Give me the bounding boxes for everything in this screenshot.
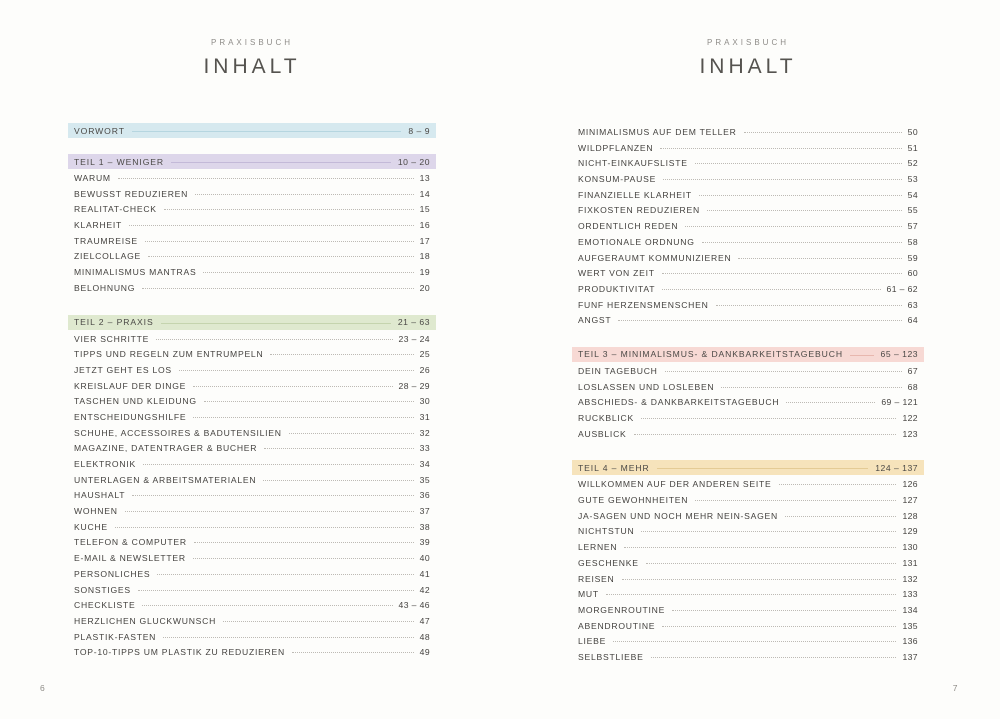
list-item[interactable] [572, 411, 924, 427]
entry-page: 129 [902, 526, 918, 537]
folio-right: 7 [952, 683, 958, 693]
entry-page: 123 [902, 428, 918, 439]
leader-dots [618, 319, 901, 321]
list-item[interactable] [68, 410, 436, 426]
leader-dots [662, 272, 902, 274]
entry-page: 49 [419, 647, 430, 658]
section-teil1 [68, 154, 436, 297]
section-header-teil1[interactable] [68, 154, 436, 169]
entry-page: 26 [419, 364, 430, 375]
entry-title: GUTE GEWOHNHEITEN [578, 495, 689, 506]
entry-page: 16 [419, 220, 430, 231]
list-item[interactable] [68, 394, 436, 410]
leader-dots [163, 636, 414, 638]
section-title: TEIL 2 – PRAXIS [74, 317, 154, 327]
entry-title: ABSCHIEDS- & DANKBARKEITSTAGEBUCH [578, 397, 780, 408]
section-title: VORWORT [74, 125, 125, 136]
entry-page: 122 [902, 413, 918, 423]
entry-page: 68 [907, 381, 918, 392]
page-title: INHALT [699, 55, 797, 78]
list-item[interactable] [68, 457, 436, 473]
list-item[interactable] [68, 535, 436, 551]
entry-page: 31 [419, 411, 430, 422]
leader-dots [716, 304, 902, 306]
entry-page: 67 [907, 365, 918, 376]
entry-page: 14 [419, 188, 430, 199]
leader-dots [660, 147, 901, 149]
entry-title: TRAUMREISE [74, 235, 138, 246]
leader-dots [613, 640, 896, 642]
list-item[interactable] [68, 363, 436, 379]
entry-title: VIER SCHRITTE [74, 333, 150, 344]
entry-page: 39 [419, 537, 430, 548]
entry-list-teil2 [68, 332, 436, 661]
list-item[interactable] [572, 364, 924, 380]
leader-dots [156, 338, 392, 340]
list-item[interactable] [572, 266, 924, 282]
entry-title: SONSTIGES [74, 584, 131, 595]
list-item[interactable] [68, 202, 436, 218]
list-item[interactable] [68, 218, 436, 234]
leader-dots [263, 479, 413, 481]
entry-title: EMOTIONALE ORDNUNG [578, 236, 695, 247]
leader-dots [194, 541, 414, 543]
list-item[interactable] [68, 583, 436, 599]
leader-dots [695, 499, 896, 501]
list-item[interactable] [572, 395, 924, 411]
section-header-teil3[interactable] [572, 347, 924, 362]
entry-title: WOHNEN [74, 506, 118, 517]
leader-dots [179, 369, 414, 371]
left-masthead [68, 0, 436, 79]
leader-dots [721, 386, 901, 388]
entry-title: FINANZIELLE KLARHEIT [578, 189, 692, 200]
entry-title: KLARHEIT [74, 220, 123, 231]
leader-dots [142, 604, 392, 606]
entry-list-teil2-continued [572, 125, 924, 329]
entry-title: NICHTSTUN [578, 526, 635, 537]
list-item[interactable] [572, 572, 924, 588]
list-item[interactable] [68, 598, 436, 614]
entry-title: JA-SAGEN UND NOCH MEHR NEIN-SAGEN [578, 510, 778, 521]
entry-page: 134 [902, 604, 918, 615]
entry-page: 43 – 46 [398, 600, 430, 611]
entry-title: MAGAZINE, DATENTRAGER & BUCHER [74, 443, 258, 454]
entry-page: 20 [419, 282, 430, 293]
entry-page: 40 [419, 553, 430, 564]
list-item[interactable] [68, 520, 436, 536]
entry-title: ABENDROUTINE [578, 620, 656, 631]
entry-page: 59 [907, 252, 918, 263]
leader-line [657, 468, 869, 469]
entry-page: 132 [902, 573, 918, 584]
list-item[interactable] [572, 587, 924, 603]
leader-line [132, 131, 402, 132]
entry-page: 133 [902, 589, 918, 600]
entry-title: MINIMALISMUS AUF DEM TELLER [578, 127, 737, 137]
list-item[interactable] [572, 172, 924, 188]
entry-page: 38 [419, 521, 430, 532]
list-item[interactable] [68, 347, 436, 363]
entry-page: 57 [907, 221, 918, 232]
list-item[interactable] [68, 645, 436, 661]
list-item[interactable] [68, 171, 436, 187]
leader-dots [292, 651, 414, 653]
leader-dots [786, 401, 875, 403]
list-item[interactable] [572, 493, 924, 509]
entry-title: ORDENTLICH REDEN [578, 221, 679, 232]
entry-title: MUT [578, 589, 599, 600]
leader-dots [270, 353, 413, 355]
list-item[interactable] [572, 313, 924, 329]
leader-dots [145, 240, 414, 242]
section-teil2 [68, 315, 436, 661]
entry-page: 126 [902, 479, 918, 490]
leader-dots [662, 625, 896, 627]
entry-page: 35 [419, 474, 430, 485]
entry-page: 54 [907, 189, 918, 200]
masthead-kicker: PRAXISBUCH [706, 38, 789, 47]
list-item[interactable] [572, 380, 924, 396]
leader-dots [685, 225, 901, 227]
entry-title: LERNEN [578, 542, 618, 553]
leader-dots [195, 193, 414, 195]
entry-title: ELEKTRONIK [74, 459, 136, 469]
right-page [500, 0, 1000, 719]
leader-line [171, 162, 391, 163]
leader-dots [672, 609, 896, 611]
list-item[interactable] [572, 125, 924, 141]
entry-title: KREISLAUF DER DINGE [74, 380, 187, 391]
entry-page: 32 [419, 427, 430, 438]
entry-page: 135 [902, 620, 918, 631]
toc-right [572, 125, 924, 666]
entry-page: 55 [907, 205, 918, 216]
list-item[interactable] [68, 614, 436, 630]
entry-page: 18 [419, 251, 430, 262]
entry-title: TELEFON & COMPUTER [74, 537, 187, 548]
list-item[interactable] [68, 504, 436, 520]
entry-title: PRODUKTIVITAT [578, 283, 656, 294]
leader-dots [193, 416, 413, 418]
list-item[interactable] [68, 567, 436, 583]
entry-title: WILLKOMMEN AUF DER ANDEREN SEITE [578, 479, 772, 490]
list-item[interactable] [572, 477, 924, 493]
entry-page: 48 [419, 631, 430, 642]
section-page-range: 8 – 9 [408, 125, 430, 136]
leader-dots [289, 432, 414, 434]
list-item[interactable] [68, 379, 436, 395]
entry-list-teil1 [68, 171, 436, 297]
entry-list-teil3 [572, 364, 924, 442]
entry-page: 50 [907, 127, 918, 137]
section-title: TEIL 4 – MEHR [578, 462, 650, 473]
section-page-range: 65 – 123 [880, 349, 918, 360]
leader-dots [606, 593, 897, 595]
leader-dots [738, 257, 901, 259]
section-vorwort [68, 123, 436, 138]
list-item[interactable] [572, 298, 924, 314]
entry-page: 136 [902, 636, 918, 647]
leader-dots [264, 447, 413, 449]
leader-dots [157, 573, 413, 575]
list-item[interactable] [572, 540, 924, 556]
leader-dots [129, 224, 414, 226]
entry-title: SELBSTLIEBE [578, 651, 644, 662]
section-header-teil4[interactable] [572, 460, 924, 475]
leader-dots [193, 557, 414, 559]
leader-dots [695, 162, 902, 164]
entry-page: 52 [907, 158, 918, 169]
masthead-kicker: PRAXISBUCH [210, 38, 293, 47]
entry-page: 17 [419, 235, 430, 246]
section-title: TEIL 3 – MINIMALISMUS- & DANKBARKEITSTAGEBUCH [578, 349, 843, 360]
entry-title: JETZT GEHT ES LOS [74, 364, 172, 375]
list-item[interactable] [68, 332, 436, 348]
list-item[interactable] [68, 426, 436, 442]
entry-title: BELOHNUNG [74, 282, 136, 293]
leader-dots [148, 255, 414, 257]
leader-dots [663, 178, 902, 180]
entry-title: ENTSCHEIDUNGSHILFE [74, 411, 187, 422]
leader-dots [223, 620, 414, 622]
entry-title: HERZLICHEN GLUCKWUNSCH [74, 615, 217, 626]
entry-title: AUSBLICK [578, 428, 627, 439]
entry-title: REISEN [578, 573, 615, 584]
entry-page: 34 [419, 459, 430, 469]
entry-title: CHECKLISTE [74, 600, 136, 611]
entry-title: TIPPS UND REGELN ZUM ENTRUMPELN [74, 349, 264, 360]
list-item[interactable] [572, 156, 924, 172]
entry-title: ZIELCOLLAGE [74, 251, 141, 262]
entry-list-teil4 [572, 477, 924, 665]
entry-title: PERSONLICHES [74, 568, 151, 579]
entry-title: PLASTIK-FASTEN [74, 631, 157, 642]
list-item[interactable] [68, 187, 436, 203]
leader-dots [132, 494, 413, 496]
list-item[interactable] [572, 524, 924, 540]
list-item[interactable] [572, 235, 924, 251]
list-item[interactable] [68, 265, 436, 281]
leader-line [850, 355, 874, 356]
entry-title: NICHT-EINKAUFSLISTE [578, 158, 688, 169]
leader-dots [143, 463, 414, 465]
list-item[interactable] [572, 427, 924, 443]
list-item[interactable] [572, 219, 924, 235]
entry-page: 64 [907, 315, 918, 326]
entry-title: HAUSHALT [74, 490, 126, 501]
list-item[interactable] [572, 509, 924, 525]
entry-page: 28 – 29 [398, 380, 430, 391]
leader-dots [785, 515, 896, 517]
list-item[interactable] [68, 488, 436, 504]
leader-dots [164, 208, 414, 210]
list-item[interactable] [572, 141, 924, 157]
list-item[interactable] [68, 551, 436, 567]
entry-page: 61 – 62 [886, 283, 918, 294]
leader-dots [641, 417, 897, 419]
leader-dots [646, 562, 897, 564]
entry-title: REALITAT-CHECK [74, 204, 157, 215]
entry-page: 47 [419, 615, 430, 626]
entry-title: RUCKBLICK [578, 413, 634, 423]
leader-dots [125, 510, 414, 512]
entry-page: 33 [419, 443, 430, 454]
list-item[interactable] [68, 234, 436, 250]
entry-title: FUNF HERZENSMENSCHEN [578, 299, 709, 310]
entry-page: 23 – 24 [398, 333, 430, 344]
leader-dots [651, 656, 897, 658]
list-item[interactable] [572, 619, 924, 635]
entry-page: 51 [907, 142, 918, 153]
section-teil3 [572, 347, 924, 442]
list-item[interactable] [572, 556, 924, 572]
list-item[interactable] [68, 441, 436, 457]
leader-dots [624, 546, 896, 548]
entry-title: KONSUM-PAUSE [578, 174, 657, 185]
entry-title: BEWUSST REDUZIEREN [74, 188, 189, 199]
entry-page: 60 [907, 268, 918, 279]
section-header-vorwort[interactable] [68, 123, 436, 138]
entry-title: MORGENROUTINE [578, 604, 666, 615]
entry-title: TOP-10-TIPPS UM PLASTIK ZU REDUZIEREN [74, 647, 285, 658]
page-title: INHALT [203, 55, 301, 78]
leader-dots [634, 433, 897, 435]
section-teil4 [572, 460, 924, 665]
list-item[interactable] [572, 188, 924, 204]
section-header-teil2[interactable] [68, 315, 436, 330]
entry-page: 130 [902, 542, 918, 553]
entry-page: 42 [419, 584, 430, 595]
folio-left: 6 [40, 683, 46, 693]
entry-page: 25 [419, 349, 430, 360]
entry-title: E-MAIL & NEWSLETTER [74, 553, 186, 564]
entry-title: LIEBE [578, 636, 607, 647]
leader-dots [707, 209, 902, 211]
entry-page: 13 [419, 173, 430, 183]
list-item[interactable] [68, 473, 436, 489]
section-teil2-continued [572, 125, 924, 329]
entry-title: MINIMALISMUS MANTRAS [74, 267, 197, 278]
leader-dots [744, 131, 902, 133]
leader-dots [204, 400, 414, 402]
leader-dots [203, 271, 413, 273]
entry-page: 137 [902, 651, 918, 662]
leader-dots [779, 483, 897, 485]
entry-title: ANGST [578, 315, 612, 326]
list-item[interactable] [68, 630, 436, 646]
entry-title: TASCHEN UND KLEIDUNG [74, 396, 197, 407]
leader-dots [665, 370, 902, 372]
entry-page: 63 [907, 299, 918, 310]
entry-page: 41 [419, 568, 430, 579]
entry-page: 53 [907, 174, 918, 185]
leader-dots [118, 177, 414, 179]
entry-title: UNTERLAGEN & ARBEITSMATERIALEN [74, 474, 257, 485]
entry-title: WARUM [74, 173, 111, 183]
list-item[interactable] [572, 603, 924, 619]
entry-page: 127 [902, 495, 918, 506]
entry-page: 128 [902, 510, 918, 521]
section-page-range: 124 – 137 [875, 462, 918, 473]
section-title: TEIL 1 – WENIGER [74, 156, 165, 167]
leader-dots [662, 288, 880, 290]
entry-page: 36 [419, 490, 430, 501]
toc-left [68, 123, 436, 661]
list-item[interactable] [572, 282, 924, 298]
leader-dots [142, 287, 413, 289]
entry-page: 58 [907, 236, 918, 247]
leader-dots [702, 241, 902, 243]
section-page-range: 10 – 20 [397, 156, 430, 167]
entry-page: 19 [419, 267, 430, 278]
entry-title: WILDPFLANZEN [578, 142, 654, 153]
entry-title: SCHUHE, ACCESSOIRES & BADUTENSILIEN [74, 427, 282, 438]
leader-dots [138, 589, 414, 591]
list-item[interactable] [572, 203, 924, 219]
right-masthead [572, 0, 924, 79]
list-item[interactable] [68, 249, 436, 265]
entry-page: 37 [419, 506, 430, 517]
entry-title: WERT VON ZEIT [578, 268, 655, 279]
leader-dots [115, 526, 414, 528]
entry-title: DEIN TAGEBUCH [578, 365, 658, 376]
entry-title: LOSLASSEN UND LOSLEBEN [578, 381, 715, 392]
list-item[interactable] [572, 634, 924, 650]
leader-dots [622, 578, 897, 580]
list-item[interactable] [572, 251, 924, 267]
list-item[interactable] [68, 281, 436, 297]
entry-title: FIXKOSTEN REDUZIEREN [578, 205, 700, 216]
entry-page: 30 [419, 396, 430, 407]
list-item[interactable] [572, 650, 924, 666]
entry-title: AUFGERAUMT KOMMUNIZIEREN [578, 252, 732, 263]
section-page-range: 21 – 63 [397, 317, 430, 327]
leader-dots [641, 530, 896, 532]
entry-page: 15 [419, 204, 430, 215]
entry-title: GESCHENKE [578, 557, 639, 568]
leader-dots [699, 194, 902, 196]
leader-dots [193, 385, 392, 387]
entry-title: KUCHE [74, 521, 108, 532]
entry-page: 69 – 121 [881, 397, 918, 408]
leader-line [161, 323, 391, 324]
entry-page: 131 [902, 557, 918, 568]
